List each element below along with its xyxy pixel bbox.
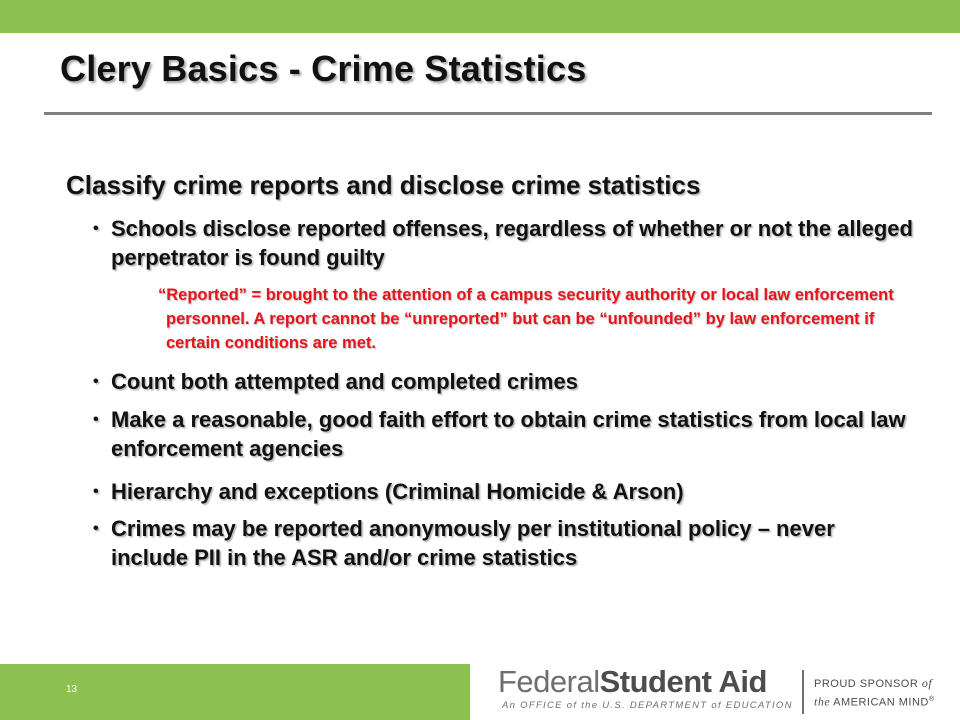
logo-divider <box>802 670 804 714</box>
bullet-icon: • <box>93 373 99 390</box>
bullet-text: Crimes may be reported anonymously per institutional policy – never include PII in the ASR and/or crime statistics <box>111 516 835 570</box>
reported-definition-note <box>158 283 898 355</box>
bullet-icon: • <box>93 483 99 500</box>
sponsor-line2-italic: the <box>814 694 831 709</box>
bullet-text: Count both attempted and completed crimes <box>111 369 578 394</box>
registered-mark: ® <box>928 696 935 703</box>
bullet-item <box>93 514 913 572</box>
section-heading: Classify crime reports and disclose crime statistics <box>66 170 701 200</box>
sponsor-line1-italic: of <box>921 676 933 690</box>
bullet-text: Schools disclose reported offenses, regardless of whether or not the alleged perpetrator is found guilty <box>111 216 913 270</box>
slide-footer <box>0 664 960 720</box>
bullet-icon: • <box>93 411 99 428</box>
bullet-text: Make a reasonable, good faith effort to obtain crime statistics from local law enforcement agencies <box>111 407 906 461</box>
sponsor-line1-text: PROUD SPONSOR <box>814 678 919 690</box>
page-number: 13 <box>66 684 78 695</box>
bullet-item <box>93 214 913 272</box>
bullet-item <box>93 367 913 396</box>
bullet-icon: • <box>93 520 99 537</box>
federal-student-aid-logo <box>498 664 767 700</box>
footer-green-band <box>0 664 470 720</box>
sponsor-tagline <box>814 676 935 711</box>
bullet-item <box>93 477 913 506</box>
logo-student-aid-text: Student Aid <box>599 664 767 699</box>
bullet-item <box>93 405 913 463</box>
bullet-text: Hierarchy and exceptions (Criminal Homicide & Arson) <box>111 479 684 504</box>
bullet-icon: • <box>93 220 99 237</box>
logo-federal-text: Federal <box>498 664 600 699</box>
slide-title: Clery Basics - Crime Statistics <box>60 48 587 89</box>
note-text: “Reported” = brought to the attention of a campus security authority or local law enforcement personnel. A report cannot be “unreported” but can be “unfounded” by law enforcement if certain conditions are met. <box>158 286 894 352</box>
logo-subtitle: An OFFICE of the U.S. DEPARTMENT of EDUCATION <box>502 700 793 711</box>
fsa-branding <box>498 664 960 720</box>
sponsor-line2-text: AMERICAN MIND <box>833 696 929 709</box>
